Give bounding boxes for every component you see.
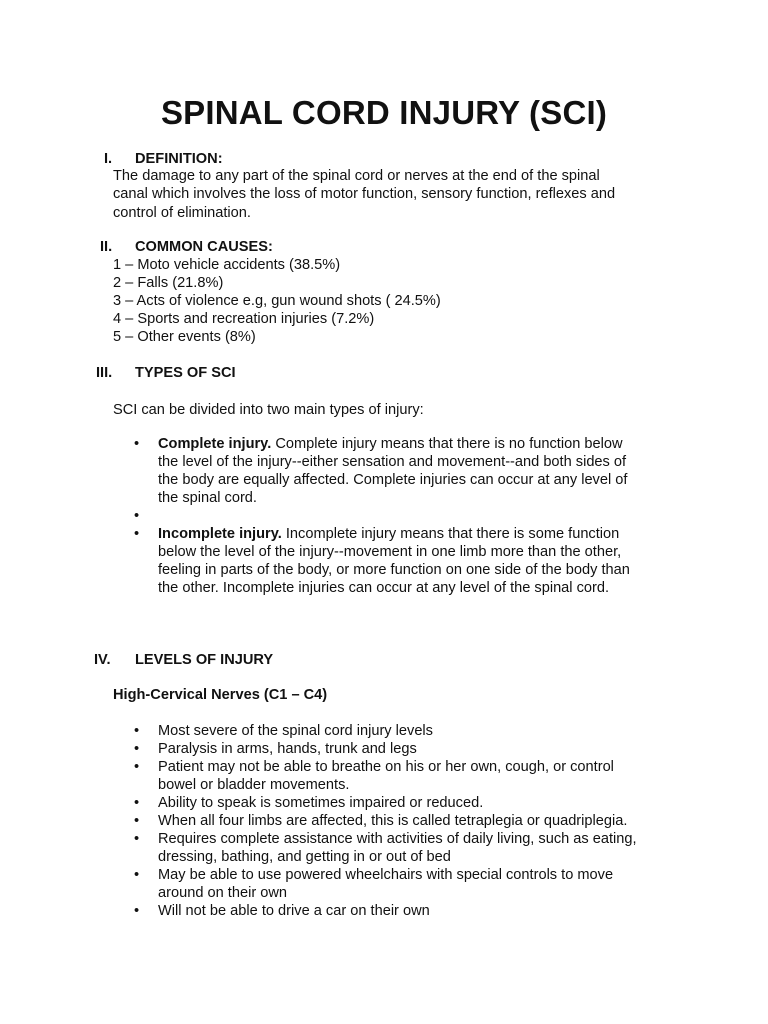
bullet-marker: • [134,526,140,542]
bullet-marker: • [134,813,140,829]
empty-bullet-marker: • [134,508,140,524]
bullet-line: Patient may not be able to breathe on his or her own, cough, or control [158,759,614,775]
bullet-line: Most severe of the spinal cord injury levels [158,723,433,739]
complete-injury-term: Complete injury. [158,436,272,452]
paragraph-line: canal which involves the loss of motor function, sensory function, reflexes and [113,186,616,202]
list-item: 3 – Acts of violence e.g, gun wound shots ( 24.5%) [113,293,441,309]
section-title: COMMON CAUSES: [135,239,273,255]
section-title: TYPES OF SCI [135,365,236,381]
bullet-line: the body are equally affected. Complete injuries can occur at any level of [158,472,628,488]
bullet-line: the level of the injury--either sensation and movement--and both sides of [158,454,627,470]
bullet-line [158,525,619,543]
bullet-line: When all four limbs are affected, this is called tetraplegia or quadriplegia. [158,813,628,829]
bullet-line: Will not be able to drive a car on their own [158,903,430,919]
list-item: 4 – Sports and recreation injuries (7.2%) [113,311,375,327]
list-item: 5 – Other events (8%) [113,329,256,345]
list-item: 1 – Moto vehicle accidents (38.5%) [113,257,341,273]
bullet-text: Incomplete injury means that there is some function [281,526,620,542]
bullet-marker: • [134,831,140,847]
section-title: DEFINITION: [135,151,223,167]
bullet-line: bowel or bladder movements. [158,777,350,793]
list-item: 2 – Falls (21.8%) [113,275,224,291]
bullet-text: Complete injury means that there is no function below [271,436,623,452]
section-number: III. [96,365,113,381]
bullet-marker: • [134,741,140,757]
bullet-marker: • [134,723,140,739]
bullet-line: Requires complete assistance with activities of daily living, such as eating, [158,831,637,847]
section-number: II. [100,239,113,255]
paragraph-line: The damage to any part of the spinal cord or nerves at the end of the spinal [113,168,600,184]
incomplete-injury-term: Incomplete injury. [158,526,282,542]
bullet-line: dressing, bathing, and getting in or out of bed [158,849,451,865]
section-number: IV. [94,652,111,668]
bullet-line: below the level of the injury--movement in one limb more than the other, [158,544,622,560]
types-intro: SCI can be divided into two main types of injury: [113,402,424,418]
bullet-marker: • [134,436,140,452]
bullet-line [158,435,623,453]
levels-subheading: High-Cervical Nerves (C1 – C4) [113,687,328,703]
bullet-marker: • [134,903,140,919]
bullet-line: Paralysis in arms, hands, trunk and legs [158,741,417,757]
bullet-line: the other. Incomplete injuries can occur at any level of the spinal cord. [158,580,610,596]
document-title: SPINAL CORD INJURY (SCI) [160,94,608,131]
section-number: I. [104,151,113,167]
bullet-line: Ability to speak is sometimes impaired or reduced. [158,795,484,811]
bullet-marker: • [134,795,140,811]
bullet-line: May be able to use powered wheelchairs with special controls to move [158,867,614,883]
section-title: LEVELS OF INJURY [135,652,274,668]
bullet-line: feeling in parts of the body, or more function on one side of the body than [158,562,630,578]
bullet-line: the spinal cord. [158,490,257,506]
bullet-marker: • [134,867,140,883]
bullet-line: around on their own [158,885,287,901]
bullet-marker: • [134,759,140,775]
paragraph-line: control of elimination. [113,205,251,221]
